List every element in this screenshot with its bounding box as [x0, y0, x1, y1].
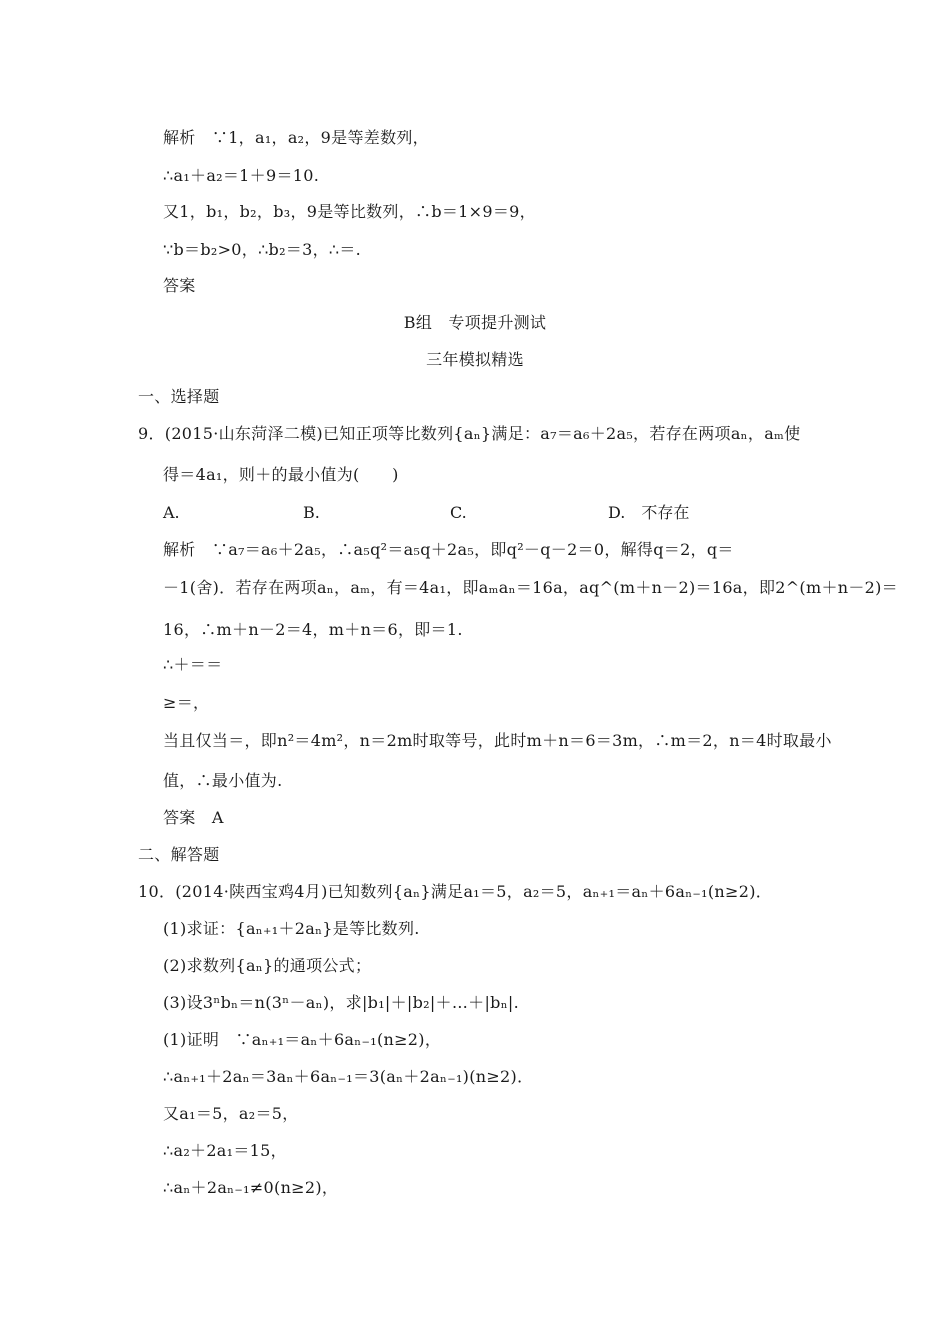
question-9-line-2: 得＝4a₁，则＋的最小值为( ) [163, 465, 399, 484]
question-9-line-1: 9．(2015·山东菏泽二模)已知正项等比数列{aₙ}满足：a₇＝a₆＋2a₅，若存在两项aₙ，aₘ使 [138, 424, 801, 443]
proof-line-2: ∴aₙ₊₁＋2aₙ＝3aₙ＋6aₙ₋₁＝3(aₙ＋2aₙ₋₁)(n≥2)． [163, 1067, 534, 1086]
solution-line-4: ∵b＝b₂>0，∴b₂＝3，∴＝. [163, 240, 362, 259]
solution-line-1: 解析 ∵1，a₁，a₂，9是等差数列， [163, 128, 429, 147]
answer-9: 答案 A [163, 808, 224, 827]
answer-label: 答案 [163, 276, 196, 295]
option-c: C. [450, 503, 467, 522]
solution-9-line-3: 16，∴m＋n－2＝4，m＋n＝6，即＝1. [163, 620, 463, 639]
solution-9-line-5: ≥＝， [163, 693, 210, 712]
section-title: B组 专项提升测试 [403, 313, 547, 332]
option-b: B. [303, 503, 320, 522]
solution-9-line-6: 当且仅当＝，即n²＝4m²，n＝2m时取等号，此时m＋n＝6＝3m，∴m＝2，n＝4时取最小 [163, 731, 832, 750]
solution-9-line-1: 解析 ∵a₇＝a₆＋2a₅，∴a₅q²＝a₅q＋2a₅，即q²－q－2＝0，解得q＝2，q＝ [163, 540, 734, 559]
question-10-part-2: (2)求数列{aₙ}的通项公式； [163, 956, 372, 975]
proof-line-5: ∴aₙ＋2aₙ₋₁≠0(n≥2)， [163, 1178, 339, 1197]
option-a: A. [163, 503, 180, 522]
solution-9-line-7: 值，∴最小值为. [163, 771, 283, 790]
solution-line-2: ∴a₁＋a₂＝1＋9＝10. [163, 166, 320, 185]
solution-9-line-2: －1(舍)．若存在两项aₙ，aₘ，有＝4a₁，即aₘaₙ＝16a，aq^(m＋n－2)＝16a，即2^(m＋n－2)＝ [163, 578, 898, 597]
proof-line-3: 又a₁＝5，a₂＝5， [163, 1104, 299, 1123]
option-d: D. 不存在 [608, 503, 690, 522]
heading-multiple-choice: 一、选择题 [138, 387, 220, 406]
solution-9-line-4: ∴＋＝＝ [163, 655, 223, 674]
question-10-part-1: (1)求证：{aₙ₊₁＋2aₙ}是等比数列. [163, 919, 420, 938]
question-10-part-3: (3)设3ⁿbₙ＝n(3ⁿ－aₙ)，求|b₁|＋|b₂|＋…＋|bₙ|. [163, 993, 519, 1012]
solution-line-3: 又1，b₁，b₂，b₃，9是等比数列，∴b＝1×9＝9， [163, 202, 536, 221]
proof-line-4: ∴a₂＋2a₁＝15， [163, 1141, 287, 1160]
proof-line-1: (1)证明 ∵aₙ₊₁＝aₙ＋6aₙ₋₁(n≥2)， [163, 1030, 442, 1049]
heading-free-response: 二、解答题 [138, 845, 220, 864]
question-10-line-1: 10．(2014·陕西宝鸡4月)已知数列{aₙ}满足a₁＝5，a₂＝5，aₙ₊₁＝aₙ＋6aₙ₋₁(n≥2)． [138, 882, 773, 901]
section-subtitle: 三年模拟精选 [426, 350, 524, 369]
